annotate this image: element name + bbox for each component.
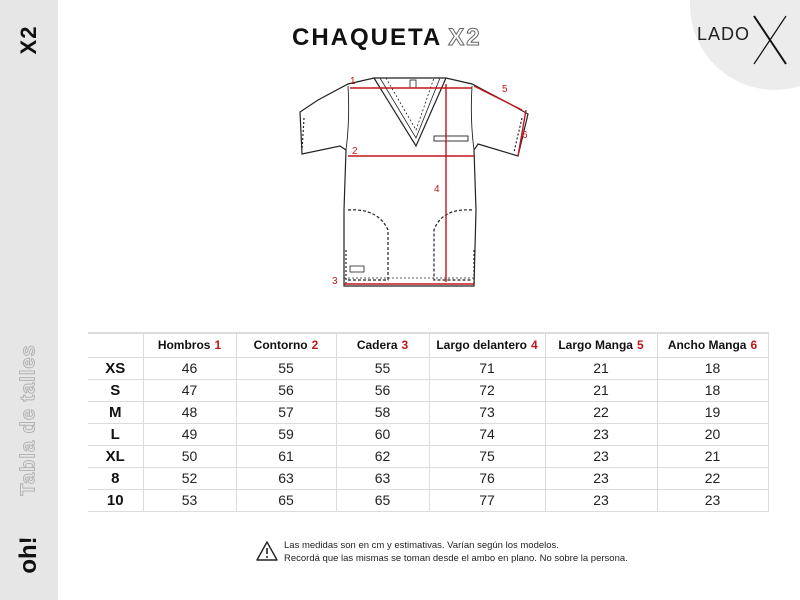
table-row bbox=[88, 401, 768, 423]
size-label: M bbox=[88, 401, 143, 423]
table-cell: 49 bbox=[143, 423, 236, 445]
table-cell: 75 bbox=[429, 445, 545, 467]
header-cadera: Cadera 3 bbox=[336, 333, 429, 357]
table-cell: 73 bbox=[429, 401, 545, 423]
table-cell: 63 bbox=[336, 467, 429, 489]
marker-1: 1 bbox=[350, 76, 356, 87]
table-row bbox=[88, 357, 768, 379]
table-cell: 52 bbox=[143, 467, 236, 489]
side-strip bbox=[0, 0, 58, 600]
brand-lado: LADO bbox=[697, 24, 751, 44]
side-title: Tabla de talles bbox=[17, 344, 40, 496]
table-cell: 46 bbox=[143, 357, 236, 379]
table-cell: 20 bbox=[657, 423, 768, 445]
table-cell: 61 bbox=[236, 445, 336, 467]
header-hombros: Hombros 1 bbox=[143, 333, 236, 357]
table-cell: 23 bbox=[545, 445, 657, 467]
table-cell: 23 bbox=[545, 489, 657, 511]
table-cell: 22 bbox=[545, 401, 657, 423]
table-cell: 58 bbox=[336, 401, 429, 423]
table-cell: 77 bbox=[429, 489, 545, 511]
table-cell: 56 bbox=[336, 379, 429, 401]
marker-6: 6 bbox=[522, 130, 528, 141]
size-label: L bbox=[88, 423, 143, 445]
table-cell: 57 bbox=[236, 401, 336, 423]
table-cell: 55 bbox=[236, 357, 336, 379]
table-cell: 76 bbox=[429, 467, 545, 489]
table-row bbox=[88, 445, 768, 467]
table-cell: 71 bbox=[429, 357, 545, 379]
table-cell: 74 bbox=[429, 423, 545, 445]
table-cell: 65 bbox=[236, 489, 336, 511]
page-title bbox=[292, 24, 482, 52]
size-label: 8 bbox=[88, 467, 143, 489]
table-cell: 23 bbox=[657, 489, 768, 511]
table-cell: 19 bbox=[657, 401, 768, 423]
marker-4: 4 bbox=[434, 184, 440, 195]
size-label: XL bbox=[88, 445, 143, 467]
title-main: CHAQUETA bbox=[292, 24, 443, 51]
table-cell: 63 bbox=[236, 467, 336, 489]
table-cell: 23 bbox=[545, 423, 657, 445]
size-label: S bbox=[88, 379, 143, 401]
table-cell: 21 bbox=[657, 445, 768, 467]
table-row bbox=[88, 489, 768, 511]
table-cell: 55 bbox=[336, 357, 429, 379]
garment-drawing bbox=[296, 70, 536, 300]
table-cell: 48 bbox=[143, 401, 236, 423]
side-model-code: X2 bbox=[16, 25, 41, 55]
header-largo-manga: Largo Manga 5 bbox=[545, 333, 657, 357]
table-cell: 56 bbox=[236, 379, 336, 401]
table-row bbox=[88, 423, 768, 445]
size-label: 10 bbox=[88, 489, 143, 511]
brand-x-mark bbox=[750, 12, 790, 68]
table-cell: 60 bbox=[336, 423, 429, 445]
marker-5: 5 bbox=[502, 84, 508, 95]
title-code: X2 bbox=[448, 24, 482, 51]
table-cell: 72 bbox=[429, 379, 545, 401]
table-cell: 18 bbox=[657, 357, 768, 379]
table-cell: 53 bbox=[143, 489, 236, 511]
footnote-line-2: Recordá que las mismas se toman desde el ambo en plano. No sobre la persona. bbox=[284, 553, 628, 564]
table-row bbox=[88, 379, 768, 401]
footnote-line-1: Las medidas son en cm y estimativas. Varían según los modelos. bbox=[284, 540, 559, 551]
header-contorno: Contorno 2 bbox=[236, 333, 336, 357]
table-cell: 23 bbox=[545, 467, 657, 489]
table-header-row bbox=[88, 333, 768, 357]
table-cell: 47 bbox=[143, 379, 236, 401]
table-cell: 21 bbox=[545, 379, 657, 401]
table-cell: 65 bbox=[336, 489, 429, 511]
marker-3: 3 bbox=[332, 276, 338, 287]
header-largo-delantero: Largo delantero 4 bbox=[429, 333, 545, 357]
table-cell: 18 bbox=[657, 379, 768, 401]
table-cell: 22 bbox=[657, 467, 768, 489]
header-ancho-manga: Ancho Manga 6 bbox=[657, 333, 768, 357]
table-cell: 62 bbox=[336, 445, 429, 467]
size-label: XS bbox=[88, 357, 143, 379]
brand-logo: oh! bbox=[15, 536, 42, 574]
table-row bbox=[88, 467, 768, 489]
size-table bbox=[88, 332, 769, 512]
table-cell: 21 bbox=[545, 357, 657, 379]
header-blank bbox=[88, 333, 143, 357]
footnote-text bbox=[284, 539, 628, 565]
table-cell: 59 bbox=[236, 423, 336, 445]
warning-icon bbox=[256, 541, 278, 561]
marker-2: 2 bbox=[352, 146, 358, 157]
table-cell: 50 bbox=[143, 445, 236, 467]
